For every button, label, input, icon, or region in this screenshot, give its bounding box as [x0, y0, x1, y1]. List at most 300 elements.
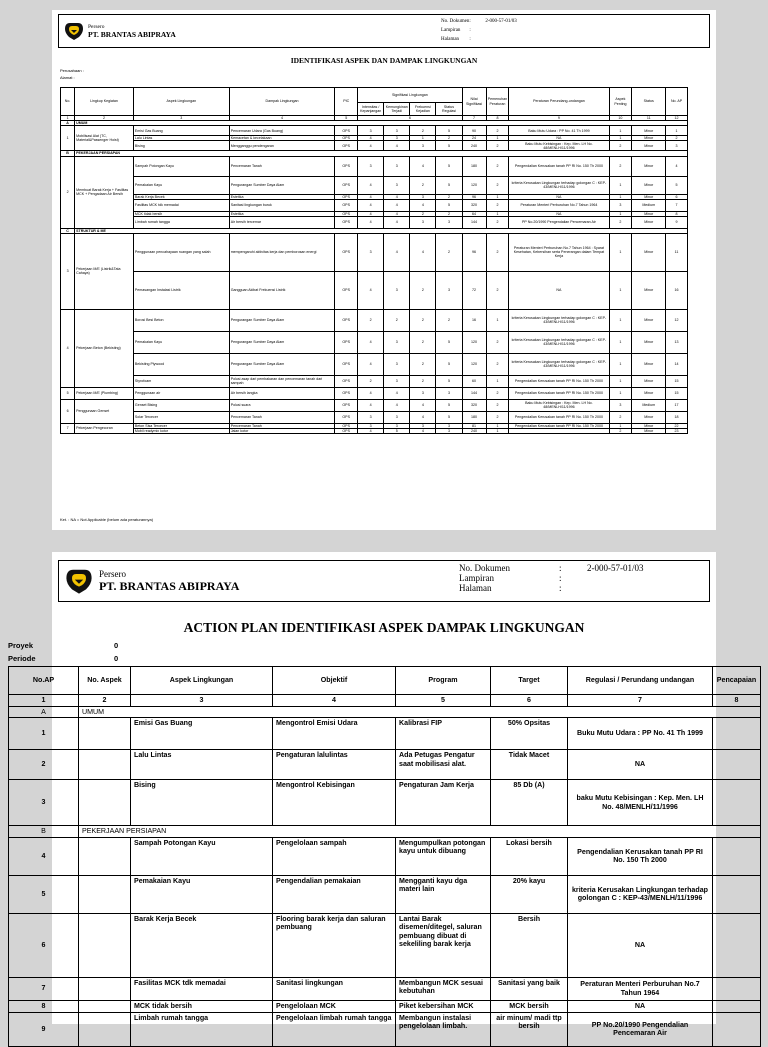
aspek-lingkungan: Pemakaian Kayu	[131, 875, 273, 913]
document-page-1	[52, 10, 716, 530]
aspek-penting: 1	[609, 233, 632, 271]
peraturan: NA	[509, 194, 609, 199]
no-ap: 6	[666, 194, 688, 199]
regulasi: kriteria Kerusakan Lingkungan terhadap golongan C : KEP-43/MENLH/11/1996	[568, 875, 713, 913]
score-s1: 4	[358, 211, 384, 216]
score-s2: 3	[384, 331, 410, 353]
col-header-signifikasi: Signifikasi Lingkungan	[358, 88, 462, 103]
score-nilai: 96	[462, 194, 486, 199]
doc-info-separator: :	[559, 573, 562, 583]
no-ap: 4	[666, 156, 688, 176]
status: Minor	[632, 429, 666, 434]
aspek-lingkungan: Pemakaian Kayu	[133, 176, 229, 194]
table-row	[61, 126, 688, 136]
score-s2: 3	[384, 411, 410, 423]
score-s3: 4	[410, 429, 436, 434]
regulasi: Pengendalian Kerusakan tanah PP RI No. 150 Th 2000	[568, 837, 713, 875]
score-pem: 1	[486, 375, 509, 387]
score-s2: 4	[384, 194, 410, 199]
col-number: 5	[396, 695, 491, 707]
score-pem: 1	[486, 429, 509, 434]
table-row	[9, 1000, 761, 1012]
document-info	[441, 19, 517, 42]
table-row	[61, 141, 688, 151]
table-row	[61, 387, 688, 399]
col-header: Aspek Lingkungan	[131, 667, 273, 695]
col-header-aspek-penting: Aspek Penting	[609, 88, 632, 116]
aspek-lingkungan: Solar Tercecer	[133, 411, 229, 423]
score-nilai: 240	[462, 141, 486, 151]
company-block	[99, 569, 239, 594]
aspek-lingkungan: Sampah Potongan Kayu	[133, 156, 229, 176]
no-ap: 8	[9, 1000, 79, 1012]
aspek-lingkungan: Genset Bising	[133, 399, 229, 411]
regulasi: Buku Mutu Udara : PP No. 41 Th 1999	[568, 718, 713, 750]
score-s3: 2	[410, 211, 436, 216]
status: Minor	[632, 233, 666, 271]
score-s3: 2	[410, 176, 436, 194]
peraturan: kriteria Kerusakan Lingkungan terhadap golongan C : KEP-43/MENLH/11/1996	[509, 353, 609, 375]
score-s2: 2	[384, 309, 410, 331]
objektif: Pengelolaan MCK	[273, 1000, 396, 1012]
target: 50% Opsitas	[491, 718, 568, 750]
col-header: Target	[491, 667, 568, 695]
aspek-lingkungan: Pemakaian Kayu	[133, 331, 229, 353]
pic: OPS	[335, 353, 358, 375]
program: Mengumpulkan potongan kayu untuk dibuang	[396, 837, 491, 875]
score-s4: 5	[436, 156, 462, 176]
status: Minor	[632, 176, 666, 194]
col-number: 11	[632, 116, 666, 121]
col-number: 3	[131, 695, 273, 707]
col-header-intensitas: Intensitas / Kepanjangan	[358, 103, 384, 116]
col-header-pic: PIC	[335, 88, 358, 116]
status: Minor	[632, 423, 666, 428]
dampak-lingkungan: Air bersih langka	[229, 387, 335, 399]
no-aspek	[79, 718, 131, 750]
status: Minor	[632, 216, 666, 228]
score-s4: 5	[436, 353, 462, 375]
score-s3: 4	[410, 156, 436, 176]
score-nilai: 320	[462, 399, 486, 411]
peraturan: Pengendalian Kerusakan tanah PP RI No. 150 Th 2000	[509, 423, 609, 428]
no-ap: 3	[9, 780, 79, 826]
column-number-row	[9, 695, 761, 707]
pic: OPS	[335, 141, 358, 151]
dampak-lingkungan: Pencemaran Tanah	[229, 423, 335, 428]
col-header-peraturan: Peraturan Perundang-undangan	[509, 88, 609, 116]
score-s1: 2	[358, 309, 384, 331]
col-number: 1	[9, 695, 79, 707]
alamat-label: Alamat :	[60, 75, 75, 80]
status: Minor	[632, 411, 666, 423]
score-s1: 4	[358, 429, 384, 434]
program: Kalibrasi FIP	[396, 718, 491, 750]
score-s3: 4	[410, 199, 436, 211]
col-header-lingkup: Lingkup Kegiatan	[75, 88, 134, 116]
aspek-lingkungan: Bekisting Plywood	[133, 353, 229, 375]
document-page-2	[8, 552, 757, 1037]
row-number: 6	[61, 399, 75, 423]
target: Lokasi bersih	[491, 837, 568, 875]
no-aspek	[79, 913, 131, 977]
score-s1: 3	[358, 126, 384, 136]
score-nilai: 90	[462, 126, 486, 136]
doc-info-separator: :	[469, 19, 471, 24]
company-type: Persero	[88, 23, 105, 30]
score-s1: 4	[358, 331, 384, 353]
aspek-lingkungan: Styrofoam	[133, 375, 229, 387]
objektif: Flooring barak kerja dan saluran pembuang	[273, 913, 396, 977]
score-s4: 5	[436, 199, 462, 211]
score-s4: 2	[436, 211, 462, 216]
pencapaian	[713, 780, 761, 826]
peraturan: Pengendalian Kerusakan tanah PP RI No. 150 Th 2000	[509, 156, 609, 176]
lingkup-kegiatan: Penggunaan Genset	[75, 399, 134, 423]
score-s4: 2	[436, 136, 462, 141]
score-s3: 2	[410, 353, 436, 375]
lingkup-kegiatan: Pekerjaan M/E (Plumbing)	[75, 387, 134, 399]
table-row	[61, 233, 688, 271]
aspek-penting: 1	[609, 331, 632, 353]
periode-value: 0	[114, 654, 119, 663]
score-nilai: 72	[462, 271, 486, 309]
aspek-lingkungan: Borosi Besi Beton	[133, 309, 229, 331]
company-name: PT. BRANTAS ABIPRAYA	[99, 578, 240, 593]
score-s4: 2	[436, 233, 462, 271]
objektif: Pengaturan lalulintas	[273, 750, 396, 780]
score-s2: 3	[384, 126, 410, 136]
score-s4: 5	[436, 375, 462, 387]
dampak-lingkungan: mempengaruhi aktivitas kerja dan pemborosan energi	[229, 233, 335, 271]
score-s1: 4	[358, 176, 384, 194]
dampak-lingkungan: Pencemaran Tanah	[229, 156, 335, 176]
no-ap: 6	[9, 913, 79, 977]
col-header-frekuensi: Frekuensi Kejadian	[410, 103, 436, 116]
table-row	[61, 411, 688, 423]
status: Minor	[632, 126, 666, 136]
no-aspek	[79, 837, 131, 875]
objektif: Mengontrol Emisi Udara	[273, 718, 396, 750]
program: Pengaturan Jam Kerja	[396, 780, 491, 826]
dampak-lingkungan: Pengurangan Sumber Daya Alam	[229, 331, 335, 353]
aspek-penting: 3	[609, 199, 632, 211]
col-number: 1	[61, 116, 75, 121]
score-s2: 4	[384, 211, 410, 216]
score-s3: 2	[410, 309, 436, 331]
no-aspek	[79, 750, 131, 780]
peraturan: kriteria Kerusakan Lingkungan terhadap golongan C : KEP-43/MENLH/11/1996	[509, 331, 609, 353]
pic: OPS	[335, 126, 358, 136]
table-row	[61, 271, 688, 309]
target: Sanitasi yang baik	[491, 977, 568, 1000]
table-row	[61, 399, 688, 411]
regulasi: NA	[568, 1000, 713, 1012]
doc-info-label: Halaman	[459, 583, 492, 593]
peraturan: kriteria Kerusakan Lingkungan terhadap golongan C : KEP-43/MENLH/11/1996	[509, 176, 609, 194]
aspek-lingkungan: Beton Sisa Tercecer	[133, 423, 229, 428]
score-pem: 1	[486, 309, 509, 331]
score-s4: 5	[436, 331, 462, 353]
dampak-lingkungan: Sanitasi lingkungan buruk	[229, 199, 335, 211]
section-label: STRUKTUR & ME	[75, 228, 688, 233]
dampak-lingkungan: Kemacetan & kecelakaan	[229, 136, 335, 141]
score-s1: 4	[358, 353, 384, 375]
proyek-label: Proyek	[8, 641, 34, 650]
doc-info-value	[587, 583, 644, 593]
score-s4: 3	[436, 387, 462, 399]
dampak-lingkungan: Pengurangan Sumber Daya Alam	[229, 353, 335, 375]
score-s3: 4	[410, 399, 436, 411]
action-plan-table	[8, 666, 761, 1047]
col-number: 2	[75, 116, 134, 121]
no-aspek	[79, 780, 131, 826]
score-pem: 1	[486, 423, 509, 428]
doc-info-label: No. Dokumen	[441, 19, 470, 24]
pic: OPS	[335, 216, 358, 228]
table-row	[9, 718, 761, 750]
no-ap: 1	[9, 718, 79, 750]
target: 20% kayu	[491, 875, 568, 913]
doc-info-label: Halaman	[441, 37, 460, 42]
score-s3: 4	[410, 411, 436, 423]
table-row	[61, 429, 688, 434]
score-nilai: 120	[462, 353, 486, 375]
score-nilai: 120	[462, 331, 486, 353]
row-number: 4	[61, 309, 75, 387]
col-number: 10	[609, 116, 632, 121]
pic: OPS	[335, 375, 358, 387]
table-row	[9, 913, 761, 977]
aspek-lingkungan: Limbah rumah tangga	[131, 1012, 273, 1046]
aspek-lingkungan: Bising	[133, 141, 229, 151]
target: Tidak Macet	[491, 750, 568, 780]
aspek-penting: 1	[609, 126, 632, 136]
table-row	[61, 156, 688, 176]
status: Minor	[632, 309, 666, 331]
doc-info-value: 2-000-57-01/03	[587, 563, 644, 573]
score-s3: 2	[410, 331, 436, 353]
col-number: 7	[568, 695, 713, 707]
objektif: Pengelolaan sampah	[273, 837, 396, 875]
peraturan: Peraturan Menteri Perburuhan No.7 Tahun 1964	[509, 199, 609, 211]
score-s4: 3	[436, 216, 462, 228]
peraturan: Baku Mutu Kebisingan : Kep. Men. LH No. 48/MENLH/11/1996	[509, 399, 609, 411]
score-s3: 1	[410, 136, 436, 141]
aspek-lingkungan: Pemasangan Instalasi Listrik	[133, 271, 229, 309]
pic: OPS	[335, 199, 358, 211]
score-s2: 3	[384, 353, 410, 375]
score-pem: 2	[486, 126, 509, 136]
aspek-lingkungan: Penggunaan air	[133, 387, 229, 399]
pic: OPS	[335, 331, 358, 353]
aspek-lingkungan: Emisi Gas Buang	[133, 126, 229, 136]
pencapaian	[713, 913, 761, 977]
dampak-lingkungan: Jalan kotor	[229, 429, 335, 434]
score-pem: 2	[486, 156, 509, 176]
table-row	[9, 750, 761, 780]
score-nilai: 180	[462, 156, 486, 176]
no-ap: 16	[666, 271, 688, 309]
score-s4: 5	[436, 399, 462, 411]
col-number: 12	[666, 116, 688, 121]
company-logo-icon	[63, 21, 85, 41]
pic: OPS	[335, 309, 358, 331]
aspek-penting: 3	[609, 399, 632, 411]
section-letter: B	[9, 826, 79, 838]
score-nilai: 60	[462, 375, 486, 387]
aspek-lingkungan: Bising	[131, 780, 273, 826]
regulasi: baku Mutu Kebisingan : Kep. Men. LH No. 48/MENLH/11/1996	[568, 780, 713, 826]
doc-info-value	[587, 573, 644, 583]
peraturan: Pengendalian Kerusakan tanah PP RI No. 150 Th 2000	[509, 387, 609, 399]
score-s2: 3	[384, 375, 410, 387]
score-s3: 3	[410, 387, 436, 399]
objektif: Sanitasi lingkungan	[273, 977, 396, 1000]
table-row	[9, 977, 761, 1000]
no-ap: 2	[9, 750, 79, 780]
score-pem: 2	[486, 176, 509, 194]
no-ap: 9	[9, 1012, 79, 1046]
pic: OPS	[335, 411, 358, 423]
pic: OPS	[335, 194, 358, 199]
aspek-penting: 1	[609, 353, 632, 375]
score-s1: 4	[358, 141, 384, 151]
doc-info-separator: :	[559, 583, 562, 593]
no-ap: 11	[666, 233, 688, 271]
row-number: 1	[61, 126, 75, 151]
pencapaian	[713, 1012, 761, 1046]
company-block	[88, 24, 176, 39]
score-nilai: 96	[462, 233, 486, 271]
col-header: Regulasi / Perundang undangan	[568, 667, 713, 695]
score-s2: 4	[384, 141, 410, 151]
score-pem: 1	[486, 194, 509, 199]
col-number: 8	[486, 116, 509, 121]
dampak-lingkungan: Air bersih tercemar	[229, 216, 335, 228]
score-s3: 2	[410, 375, 436, 387]
col-header-noap: No. AP	[666, 88, 688, 116]
status: Minor	[632, 156, 666, 176]
score-pem: 2	[486, 233, 509, 271]
score-pem: 2	[486, 141, 509, 151]
doc-info-value	[485, 28, 516, 33]
no-ap: 5	[666, 176, 688, 194]
score-s4: 2	[436, 309, 462, 331]
col-header: Pencapaian	[713, 667, 761, 695]
no-ap: 4	[9, 837, 79, 875]
no-ap: 9	[666, 216, 688, 228]
doc-info-label: No. Dokumen	[459, 563, 510, 573]
col-number: 9	[509, 116, 609, 121]
company-logo-icon	[63, 567, 95, 595]
peraturan: kriteria Kerusakan Lingkungan terhadap golongan C : KEP-43/MENLH/11/1996	[509, 309, 609, 331]
no-aspek	[79, 977, 131, 1000]
target: Bersih	[491, 913, 568, 977]
status: Minor	[632, 141, 666, 151]
target: MCK bersih	[491, 1000, 568, 1012]
score-pem: 2	[486, 199, 509, 211]
dampak-lingkungan: Pengurangan Sumber Daya Alam	[229, 309, 335, 331]
score-pem: 2	[486, 331, 509, 353]
lingkup-kegiatan: Mobilisasi Alat (TC, Material&Passenger Hoist)	[75, 126, 134, 151]
score-s2: 5	[384, 429, 410, 434]
col-header: No. Aspek	[79, 667, 131, 695]
score-s2: 3	[384, 156, 410, 176]
score-s3: 3	[410, 423, 436, 428]
aspek-lingkungan: Barak Kerja Becek	[131, 913, 273, 977]
target: 85 Db (A)	[491, 780, 568, 826]
doc-info-value: 2-000-57-01/03	[485, 19, 517, 24]
aspek-penting: 2	[609, 141, 632, 151]
score-s2: 4	[384, 233, 410, 271]
objektif: Mengontrol Kebisingan	[273, 780, 396, 826]
score-pem: 2	[486, 216, 509, 228]
aspek-penting: 1	[609, 271, 632, 309]
target: air minum/ madi ttp bersih	[491, 1012, 568, 1046]
row-number: 3	[61, 233, 75, 309]
section-letter: B	[61, 151, 75, 156]
regulasi: NA	[568, 913, 713, 977]
pic: OPS	[335, 429, 358, 434]
score-s3: 3	[410, 141, 436, 151]
aspek-lingkungan: Limbah rumah tangga	[133, 216, 229, 228]
score-s4: 5	[436, 176, 462, 194]
aspek-penting: 2	[609, 156, 632, 176]
col-number: 4	[229, 116, 335, 121]
lingkup-kegiatan: Pekerjaan M/E (Listrik&Tata Cahaya)	[75, 233, 134, 309]
program: Mengganti kayu dga materi lain	[396, 875, 491, 913]
score-s2: 4	[384, 387, 410, 399]
score-s4: 5	[436, 126, 462, 136]
table-row	[9, 1012, 761, 1046]
table-row	[61, 309, 688, 331]
peraturan: NA	[509, 211, 609, 216]
page-title: ACTION PLAN IDENTIFIKASI ASPEK DAMPAK LINGKUNGAN	[183, 620, 585, 635]
section-row	[9, 826, 761, 838]
aspek-lingkungan: Penggunaan pencahayaan ruangan yang salah	[133, 233, 229, 271]
pic: OPS	[335, 176, 358, 194]
score-pem: 2	[486, 271, 509, 309]
score-s1: 4	[358, 399, 384, 411]
score-s1: 2	[358, 375, 384, 387]
no-aspek	[79, 875, 131, 913]
score-pem: 2	[486, 411, 509, 423]
col-header-kemungkinan: Kemungkinan Terjadi	[384, 103, 410, 116]
pic: OPS	[335, 387, 358, 399]
col-header-status: Status	[632, 88, 666, 116]
score-nilai: 16	[462, 309, 486, 331]
score-s1: 3	[358, 423, 384, 428]
objektif: Pengelolaan limbah rumah tangga	[273, 1012, 396, 1046]
header-row	[9, 667, 761, 695]
doc-info-separator: :	[559, 563, 562, 573]
status: Minor	[632, 211, 666, 216]
score-s4: 3	[436, 271, 462, 309]
aspek-lingkungan: Fasilitas MCK tdk memadai	[133, 199, 229, 211]
section-letter: A	[9, 706, 79, 718]
aspek-lingkungan: Emisi Gas Buang	[131, 718, 273, 750]
row-number: 5	[61, 387, 75, 399]
aspek-penting: 2	[609, 216, 632, 228]
score-s1: 4	[358, 136, 384, 141]
row-number: 2	[61, 156, 75, 228]
table-row	[9, 875, 761, 913]
col-number: 2	[79, 695, 131, 707]
score-nilai: 240	[462, 429, 486, 434]
status: Minor	[632, 194, 666, 199]
peraturan: NA	[509, 271, 609, 309]
